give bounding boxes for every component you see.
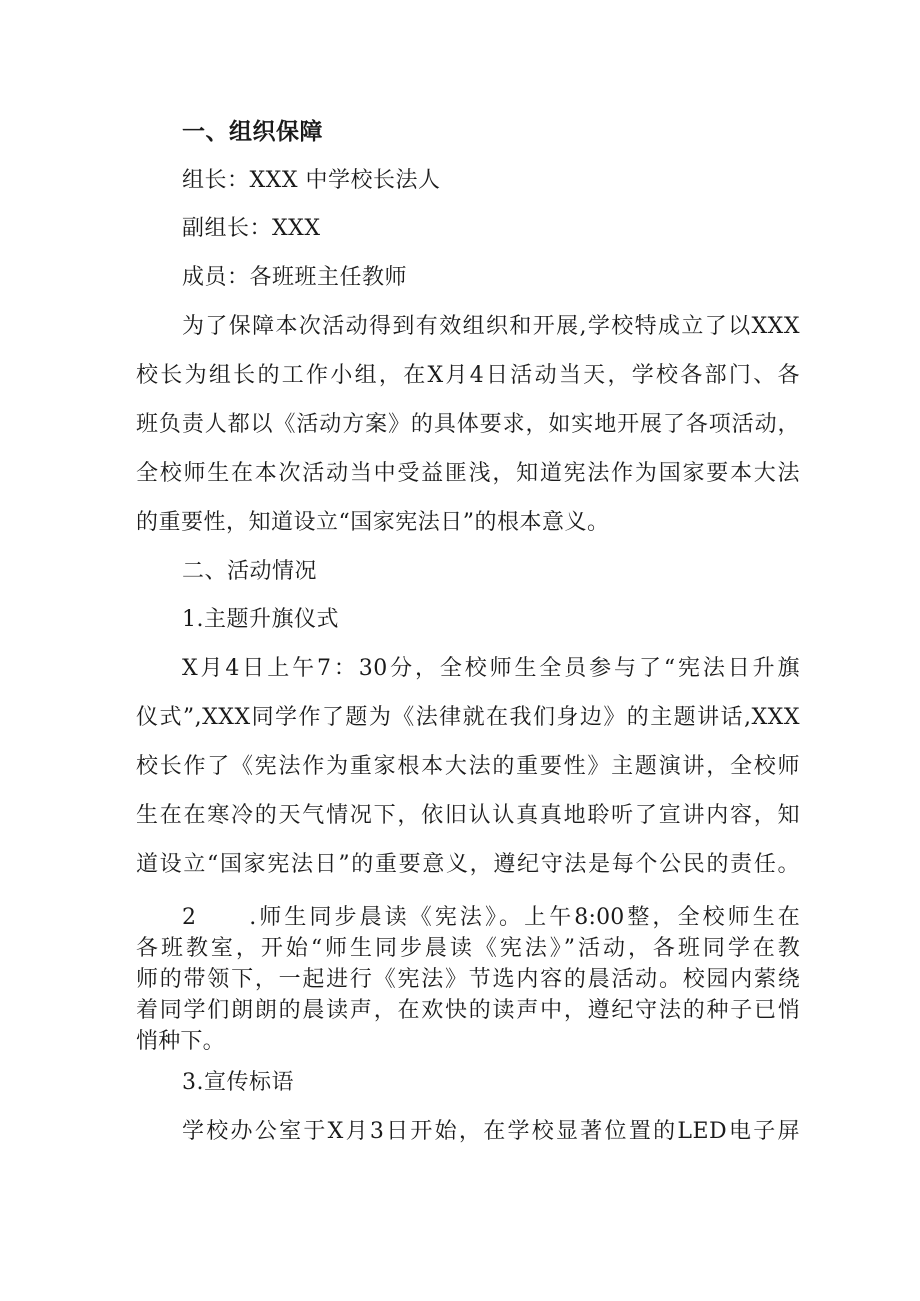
paragraph-line: 校长为组长的工作小组，在X月4日活动当天，学校各部门、各 xyxy=(136,363,800,388)
leader-line: 组长：XXX 中学校长法人 xyxy=(182,168,441,193)
paragraph-line: 生在在寒冷的天气情况下，依旧认认真真地聆听了宣讲内容，知 xyxy=(136,803,800,828)
paragraph-line: 师的带领下，一起进行《宪法》节选内容的晨活动。校园内萦绕 xyxy=(136,967,800,992)
paragraph-line: 校长作了《宪法作为重家根本大法的重要性》主题演讲，全校师 xyxy=(136,754,800,779)
paragraph-line: 2 .师生同步晨读《宪法》。上午8:00整，全校师生在 xyxy=(182,905,800,930)
paragraph-line: 为了保障本次活动得到有效组织和开展,学校特成立了以XXX xyxy=(182,314,800,339)
item-title-slogans: 3.宣传标语 xyxy=(182,1070,294,1095)
section-heading-activities: 二、活动情况 xyxy=(182,559,318,584)
paragraph-line: 仪式”,XXX同学作了题为《法律就在我们身边》的主题讲话,XXX xyxy=(136,705,800,730)
section-heading-organization: 一、组织保障 xyxy=(182,119,323,145)
deputy-leader-line: 副组长：XXX xyxy=(182,216,321,241)
paragraph-line: 全校师生在本次活动当中受益匪浅，知道宪法作为国家要本大法 xyxy=(136,461,800,486)
paragraph-line: 道设立“国家宪法日”的重要意义，遵纪守法是每个公民的责任。 xyxy=(136,852,800,877)
paragraph-line: 学校办公室于X月3日开始，在学校显著位置的LED电子屏 xyxy=(182,1119,800,1144)
paragraph-line: 着同学们朗朗的晨读声，在欢快的读声中，遵纪守法的种子已悄 xyxy=(136,998,800,1023)
paragraph-line: 各班教室，开始“师生同步晨读《宪法》”活动，各班同学在教 xyxy=(136,936,800,961)
paragraph-line: 悄种下。 xyxy=(136,1029,225,1054)
members-line: 成员：各班班主任教师 xyxy=(182,265,408,290)
paragraph-line: 的重要性，知道设立“国家宪法日”的根本意义。 xyxy=(136,510,610,535)
paragraph-line: 班负责人都以《活动方案》的具体要求，如实地开展了各项活动， xyxy=(136,412,800,437)
paragraph-line: X月4日上午7：30分，全校师生全员参与了“宪法日升旗 xyxy=(182,656,800,681)
item-title-flag-ceremony: 1.主题升旗仪式 xyxy=(182,607,339,632)
